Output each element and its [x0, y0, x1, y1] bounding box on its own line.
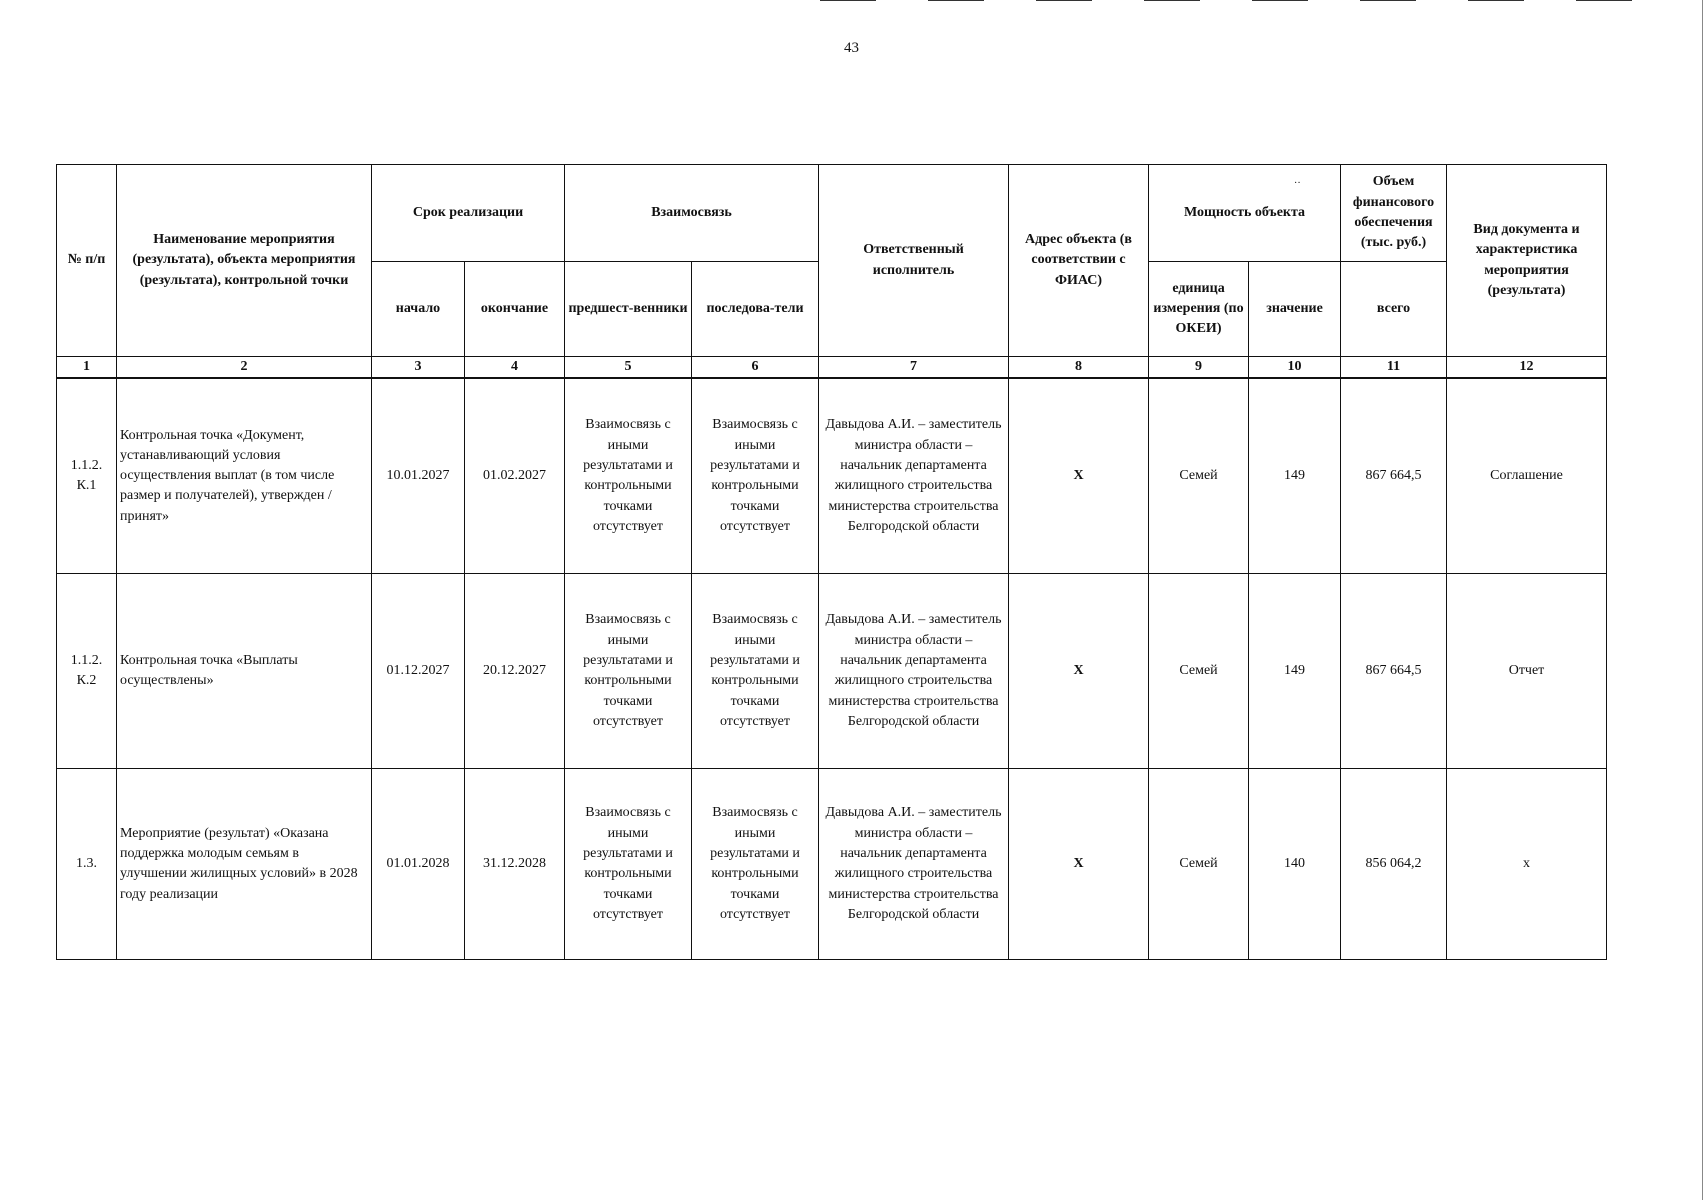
column-number: 9 [1149, 357, 1249, 379]
header-executor: Ответственный исполнитель [819, 165, 1009, 357]
row-address: X [1009, 574, 1149, 769]
row-successors: Взаимосвязь с иными результатами и контрольными точками отсутствует [692, 378, 819, 574]
header-end: окончание [465, 262, 565, 357]
row-doc-type: Соглашение [1447, 378, 1607, 574]
row-successors: Взаимосвязь с иными результатами и контрольными точками отсутствует [692, 769, 819, 960]
row-address: X [1009, 378, 1149, 574]
page-number: 43 [844, 40, 859, 56]
table-row [57, 769, 1607, 960]
row-start: 01.12.2027 [372, 574, 465, 769]
row-num: 1.3. [57, 769, 117, 960]
header-value: значение [1249, 262, 1341, 357]
row-address: X [1009, 769, 1149, 960]
header-predecessors: предшест-венники [565, 262, 692, 357]
column-number: 11 [1341, 357, 1447, 379]
row-name: Контрольная точка «Выплаты осуществлены» [117, 574, 372, 769]
header-finance: Объем финансового обеспечения (тыс. руб.) [1341, 165, 1447, 262]
row-value: 149 [1249, 378, 1341, 574]
row-doc-type: х [1447, 769, 1607, 960]
row-start: 01.01.2028 [372, 769, 465, 960]
row-value: 149 [1249, 574, 1341, 769]
row-end: 31.12.2028 [465, 769, 565, 960]
header-row-top [57, 165, 1607, 262]
scan-artifact-dashes [820, 0, 1703, 4]
column-number: 3 [372, 357, 465, 379]
header-num: № п/п [57, 165, 117, 357]
column-number: 7 [819, 357, 1009, 379]
row-name: Мероприятие (результат) «Оказана поддержка молодым семьям в улучшении жилищных условий» в 2028 году реализации [117, 769, 372, 960]
column-number: 2 [117, 357, 372, 379]
row-predecessors: Взаимосвязь с иными результатами и контрольными точками отсутствует [565, 769, 692, 960]
header-doc-type: Вид документа и характеристика мероприятия (результата) [1447, 165, 1607, 357]
header-capacity: Мощность объекта [1149, 165, 1341, 262]
header-unit: единица измерения (по ОКЕИ) [1149, 262, 1249, 357]
activities-table [56, 164, 1607, 960]
row-unit: Семей [1149, 378, 1249, 574]
row-executor: Давыдова А.И. – заместитель министра области – начальник департамента жилищного строительства министерства строительства Белгородской области [819, 769, 1009, 960]
row-end: 20.12.2027 [465, 574, 565, 769]
row-total: 867 664,5 [1341, 378, 1447, 574]
header-relation: Взаимосвязь [565, 165, 819, 262]
column-number: 8 [1009, 357, 1149, 379]
header-successors: последова-тели [692, 262, 819, 357]
scan-mark: ·· [1294, 178, 1301, 189]
header-period: Срок реализации [372, 165, 565, 262]
row-executor: Давыдова А.И. – заместитель министра области – начальник департамента жилищного строительства министерства строительства Белгородской области [819, 574, 1009, 769]
column-number: 4 [465, 357, 565, 379]
row-executor: Давыдова А.И. – заместитель министра области – начальник департамента жилищного строительства министерства строительства Белгородской области [819, 378, 1009, 574]
column-number: 1 [57, 357, 117, 379]
header-total: всего [1341, 262, 1447, 357]
row-end: 01.02.2027 [465, 378, 565, 574]
header-name: Наименование мероприятия (результата), объекта мероприятия (результата), контрольной точки [117, 165, 372, 357]
column-number: 10 [1249, 357, 1341, 379]
row-predecessors: Взаимосвязь с иными результатами и контрольными точками отсутствует [565, 574, 692, 769]
row-num: 1.1.2. К.1 [57, 378, 117, 574]
row-doc-type: Отчет [1447, 574, 1607, 769]
column-number: 5 [565, 357, 692, 379]
row-name: Контрольная точка «Документ, устанавливающий условия осуществления выплат (в том числе размер и получателей), утвержден / принят» [117, 378, 372, 574]
row-unit: Семей [1149, 574, 1249, 769]
row-num: 1.1.2. К.2 [57, 574, 117, 769]
header-start: начало [372, 262, 465, 357]
column-number: 12 [1447, 357, 1607, 379]
row-total: 867 664,5 [1341, 574, 1447, 769]
column-number-row [57, 357, 1607, 379]
header-address: Адрес объекта (в соответствии с ФИАС) [1009, 165, 1149, 357]
row-total: 856 064,2 [1341, 769, 1447, 960]
table-row [57, 574, 1607, 769]
column-number: 6 [692, 357, 819, 379]
row-unit: Семей [1149, 769, 1249, 960]
row-value: 140 [1249, 769, 1341, 960]
table-row [57, 378, 1607, 574]
row-start: 10.01.2027 [372, 378, 465, 574]
row-predecessors: Взаимосвязь с иными результатами и контрольными точками отсутствует [565, 378, 692, 574]
row-successors: Взаимосвязь с иными результатами и контрольными точками отсутствует [692, 574, 819, 769]
